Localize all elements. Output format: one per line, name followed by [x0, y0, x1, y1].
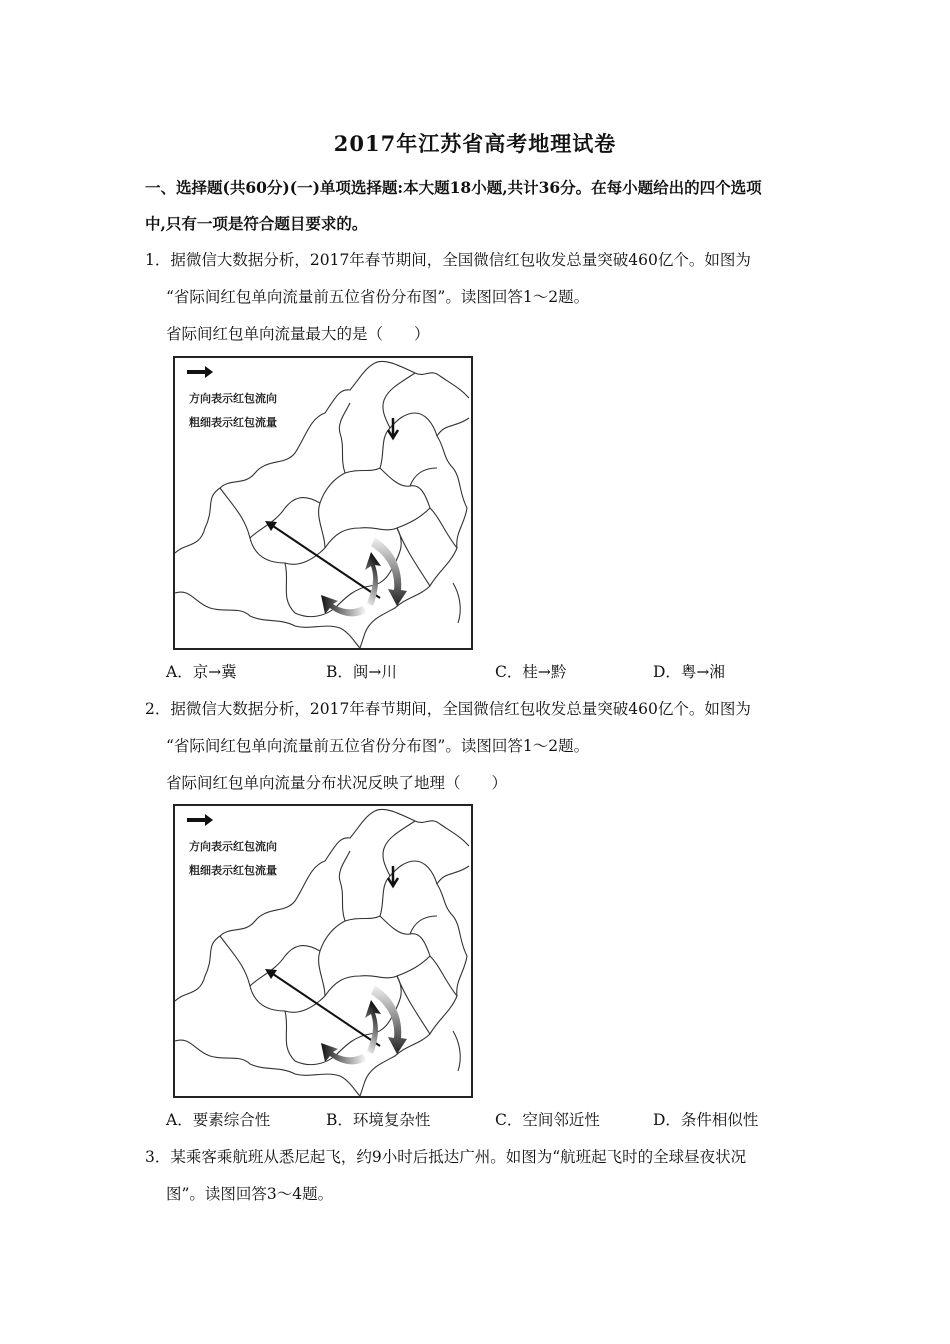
q2-map-figure	[173, 804, 473, 1098]
legend-arrow-icon	[187, 366, 213, 378]
china-red-envelope-map	[175, 806, 471, 1096]
q2-option-a[interactable]: A．要素综合性	[166, 1111, 271, 1129]
legend-text-thickness: 粗细表示红包流量	[189, 416, 277, 429]
q1-option-a[interactable]: A．京→冀	[166, 663, 237, 681]
legend-arrow-icon	[187, 814, 213, 826]
q2-ask: 省际间红包单向流量分布状况反映了地理（ ）	[166, 774, 508, 792]
legend	[187, 814, 277, 877]
q3-stem-line1: 3．某乘客乘航班从悉尼起飞，约9小时后抵达广州。如图为“航班起飞时的全球昼夜状况	[145, 1148, 747, 1166]
q1-option-c[interactable]: C．桂→黔	[495, 663, 567, 681]
q2-option-c[interactable]: C．空间邻近性	[495, 1111, 600, 1129]
china-red-envelope-map	[175, 358, 471, 648]
q1-stem-line2: “省际间红包单向流量前五位省份分布图”。读图回答1～2题。	[166, 288, 590, 306]
q2-stem-line2: “省际间红包单向流量前五位省份分布图”。读图回答1～2题。	[166, 737, 590, 755]
q1-ask: 省际间红包单向流量最大的是（ ）	[166, 325, 430, 343]
q2-option-b[interactable]: B．环境复杂性	[326, 1111, 431, 1129]
page-title: 2017年江苏省高考地理试卷	[333, 131, 617, 156]
q1-map-figure	[173, 356, 473, 650]
legend	[187, 366, 277, 429]
q1-option-d[interactable]: D．粤→湘	[653, 663, 725, 681]
legend-text-thickness: 粗细表示红包流量	[189, 864, 277, 877]
q1-stem-line1: 1．据微信大数据分析，2017年春节期间，全国微信红包收发总量突破460亿个。如图为	[145, 251, 751, 269]
q1-options	[166, 660, 866, 682]
q1-option-b[interactable]: B．闽→川	[326, 663, 397, 681]
q2-option-d[interactable]: D．条件相似性	[653, 1111, 759, 1129]
legend-text-direction: 方向表示红包流向	[189, 392, 277, 405]
section-heading-line2: 中,只有一项是符合题目要求的。	[145, 214, 368, 233]
q2-options	[166, 1108, 866, 1130]
section-heading-line1: 一、选择题(共60分)(一)单项选择题:本大题18小题,共计36分。在每小题给出的四个选项	[145, 178, 762, 197]
q3-stem-line2: 图”。读图回答3～4题。	[166, 1185, 334, 1203]
flow-arrow-fujian-sichuan	[273, 526, 380, 598]
legend-text-direction: 方向表示红包流向	[189, 840, 277, 853]
flow-arrow-fujian-sichuan	[273, 974, 380, 1046]
q2-stem-line1: 2．据微信大数据分析，2017年春节期间，全国微信红包收发总量突破460亿个。如图为	[145, 700, 751, 718]
